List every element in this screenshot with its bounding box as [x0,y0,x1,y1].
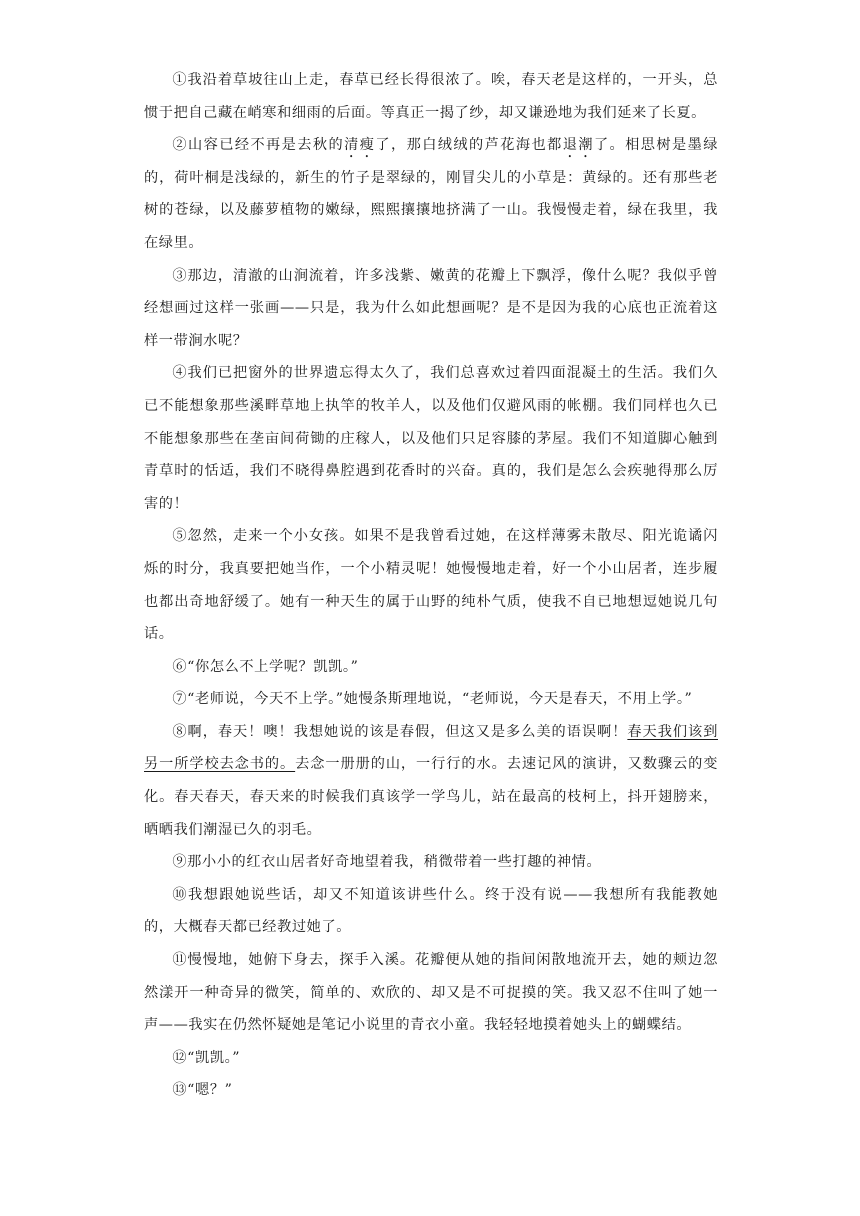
paragraph-2-end: 了。相思树是墨绿的，荷叶桐是浅绿的，新生的竹子是翠绿的，刚冒尖儿的小草是：黄绿的。还有那些老树的苍绿，以及藤萝植物的嫩绿，熙熙攘攘地挤满了一山。我慢慢走着，绿在我里，我在绿里。 [144,137,719,251]
emphasized-word-tuichao: 退潮 [562,137,594,154]
paragraph-12: ⑫“凯凯。” [172,1049,241,1066]
paragraph-13: ⑬“嗯？” [172,1082,233,1099]
paragraph-2-start: ②山容已经不再是去秋的 [172,137,345,154]
paragraph-2-middle: 了，那白绒绒的芦花海也都 [375,137,563,154]
underlined-sentence: 春天我们该到另一所学校去念书的。 [144,723,718,773]
paragraph-10: ⑩我想跟她说些话，却又不知道该讲些什么。终于没有说——我想所有我能教她的，大概春天都已经教过她了。 [144,886,718,936]
paragraph-8-end: 去念一册册的山，一行行的水。去速记风的演讲，又数骤云的变化。春天春天，春天来的时候我们真该学一学鸟儿，站在最高的枝柯上，抖开翅膀来，晒晒我们潮湿已久的羽毛。 [144,756,718,838]
paragraph-8-start: ⑧啊，春天！噢！我想她说的该是春假，但这又是多么美的语误啊！ [172,723,628,740]
paragraph-4: ④我们已把窗外的世界遗忘得太久了，我们总喜欢过着四面混凝土的生活。我们久已不能想象那些溪畔草地上执竿的牧羊人，以及他们仅避风雨的帐棚。我们同样也久已不能想象那些在垄亩间荷锄的庄稼人，以及他们只足容膝的茅屋。我们不知道脚心触到青草时的恬适，我们不晓得鼻腔遇到花香时的兴奋。真的，我们是怎么会疾驰得那么厉害的！ [144,365,718,512]
paragraph-5: ⑤忽然，走来一个小女孩。如果不是我曾看过她，在这样薄雾未散尽、阳光诡谲闪烁的时分，我真要把她当作，一个小精灵呢！她慢慢地走着，好一个小山居者，连步履也都出奇地舒缓了。她有一种天生的属于山野的纯朴气质，使我不自已地想逗她说几句话。 [144,528,718,643]
paragraph-3: ③那边，清澈的山涧流着，许多浅紫、嫩黄的花瓣上下飘浮，像什么呢？我似乎曾经想画过这样一张画——只是，我为什么如此想画呢？是不是因为我的心底也正流着这样一带涧水呢？ [144,267,718,349]
emphasized-word-qingshou: 清瘦 [344,137,376,154]
paragraph-9: ⑨那小小的红衣山居者好奇地望着我，稍微带着一些打趣的神情。 [172,854,602,871]
paragraph-8 [144,716,718,846]
paragraph-6: ⑥“你怎么不上学呢？凯凯。” [172,658,359,675]
paragraph-1: ①我沿着草坡往山上走，春草已经长得很浓了。唉，春天老是这样的，一开头，总惯于把自己藏在峭寒和细雨的后面。等真正一揭了纱，却又谦逊地为我们延来了长夏。 [144,72,718,121]
paragraph-11: ⑪慢慢地，她俯下身去，探手入溪。花瓣便从她的指间闲散地流开去，她的颊边忽然漾开一种奇异的微笑，简单的、欢欣的、却又是不可捉摸的笑。我又忍不住叫了她一声——我实在仍然怀疑她是笔记小说里的青衣小童。我轻轻地摸着她头上的蝴蝶结。 [144,952,718,1034]
paragraph-2 [144,129,718,259]
paragraph-7: ⑦“老师说，今天不上学。”她慢条斯理地说，“老师说，今天是春天，不用上学。” [172,691,693,708]
